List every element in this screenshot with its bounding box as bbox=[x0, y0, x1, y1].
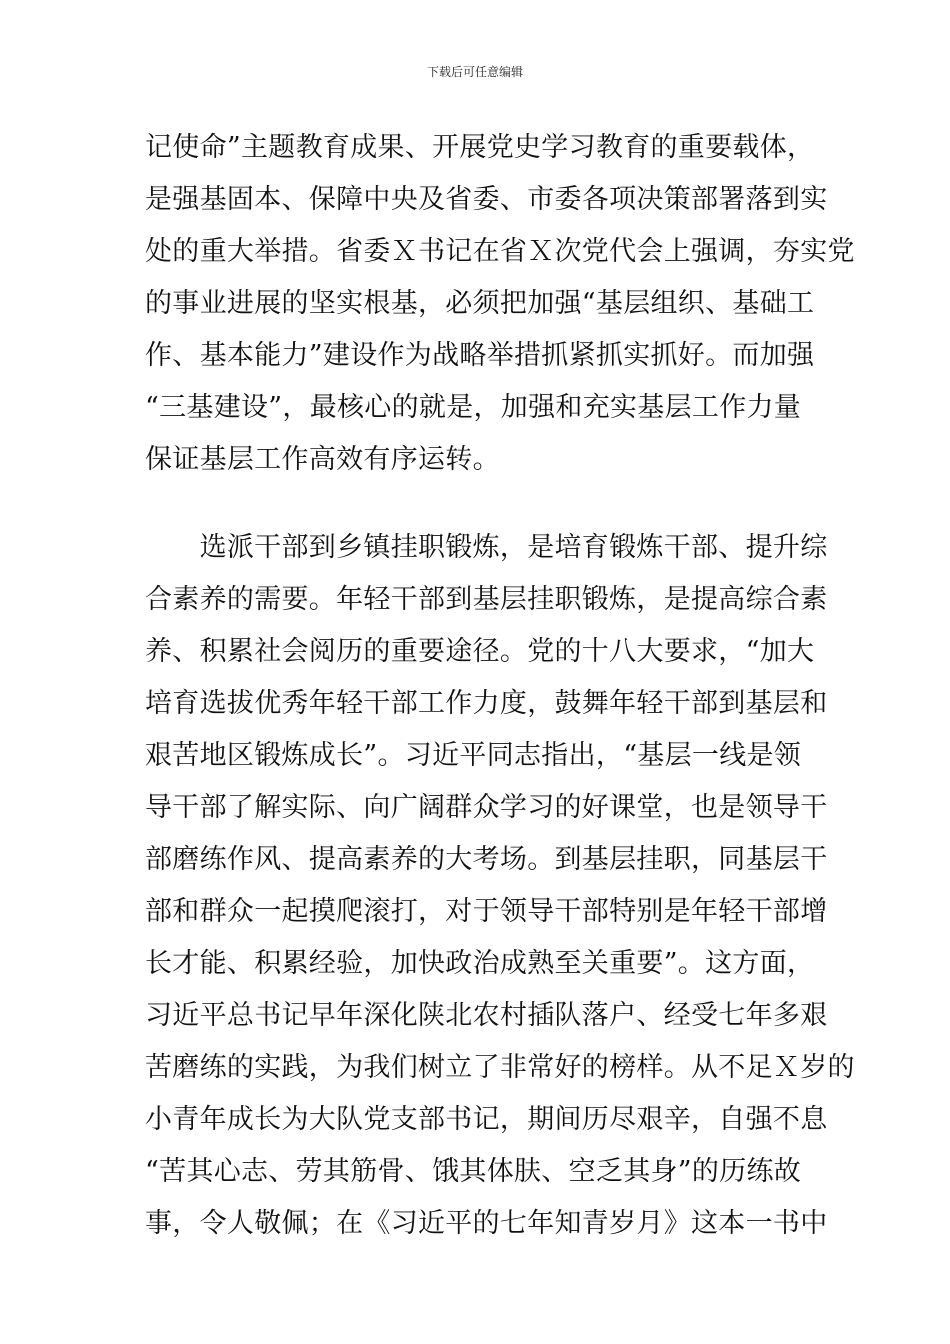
text-line: 苦磨练的实践，为我们树立了非常好的榜样。从不足Ｘ岁的 bbox=[145, 1052, 855, 1083]
text-line: 合素养的需要。年轻干部到基层挂职锻炼，是提高综合素 bbox=[145, 584, 828, 615]
text-line: 作、基本能力”建设作为战略举措抓紧抓实抓好。而加强 bbox=[145, 340, 815, 371]
text-line: 小青年成长为大队党支部书记，期间历尽艰辛，自强不息 bbox=[145, 1104, 828, 1135]
text-line: 处的重大举措。省委Ｘ书记在省Ｘ次党代会上强调，夯实党 bbox=[145, 236, 855, 267]
text-line: 选派干部到乡镇挂职锻炼，是培育锻炼干部、提升综 bbox=[145, 532, 828, 563]
text-line: 记使命”主题教育成果、开展党史学习教育的重要载体， bbox=[145, 132, 815, 163]
text-line: 部磨练作风、提高素养的大考场。到基层挂职，同基层干 bbox=[145, 844, 828, 875]
text-line: “苦其心志、劳其筋骨、饿其体肤、空乏其身”的历练故 bbox=[145, 1156, 802, 1187]
text-line: “三基建设”，最核心的就是，加强和充实基层工作力量 bbox=[145, 392, 802, 423]
text-line bbox=[145, 1250, 810, 1302]
text-line: 是强基固本、保障中央及省委、市委各项决策部署落到实 bbox=[145, 184, 828, 215]
text-line: 培育选拔优秀年轻干部工作力度，鼓舞年轻干部到基层和 bbox=[145, 688, 828, 719]
text-line: 习近平总书记早年深化陕北农村插队落户、经受七年多艰 bbox=[145, 1000, 828, 1031]
page-header: 下载后可任意编辑 bbox=[426, 65, 523, 79]
text-line: 艰苦地区锻炼成长”。习近平同志指出，“基层一线是领 bbox=[145, 740, 802, 771]
text-line: 长才能、积累经验，加快政治成熟至关重要”。这方面， bbox=[145, 948, 815, 979]
text-line: 的事业进展的坚实根基，必须把加强“基层组织、基础工 bbox=[145, 288, 815, 319]
text-line: 部和群众一起摸爬滚打，对于领导干部特别是年轻干部增 bbox=[145, 896, 828, 927]
text-line: 事，令人敬佩；在《习近平的七年知青岁月》这本一书中 bbox=[145, 1208, 828, 1239]
text-line: 养、积累社会阅历的重要途径。党的十八大要求，“加大 bbox=[145, 636, 815, 667]
paragraph-2 bbox=[145, 522, 855, 1302]
text-line: 保证基层工作高效有序运转。 bbox=[145, 444, 500, 475]
paragraph-1 bbox=[145, 122, 855, 486]
text-line: 导干部了解实际、向广阔群众学习的好课堂，也是领导干 bbox=[145, 792, 828, 823]
